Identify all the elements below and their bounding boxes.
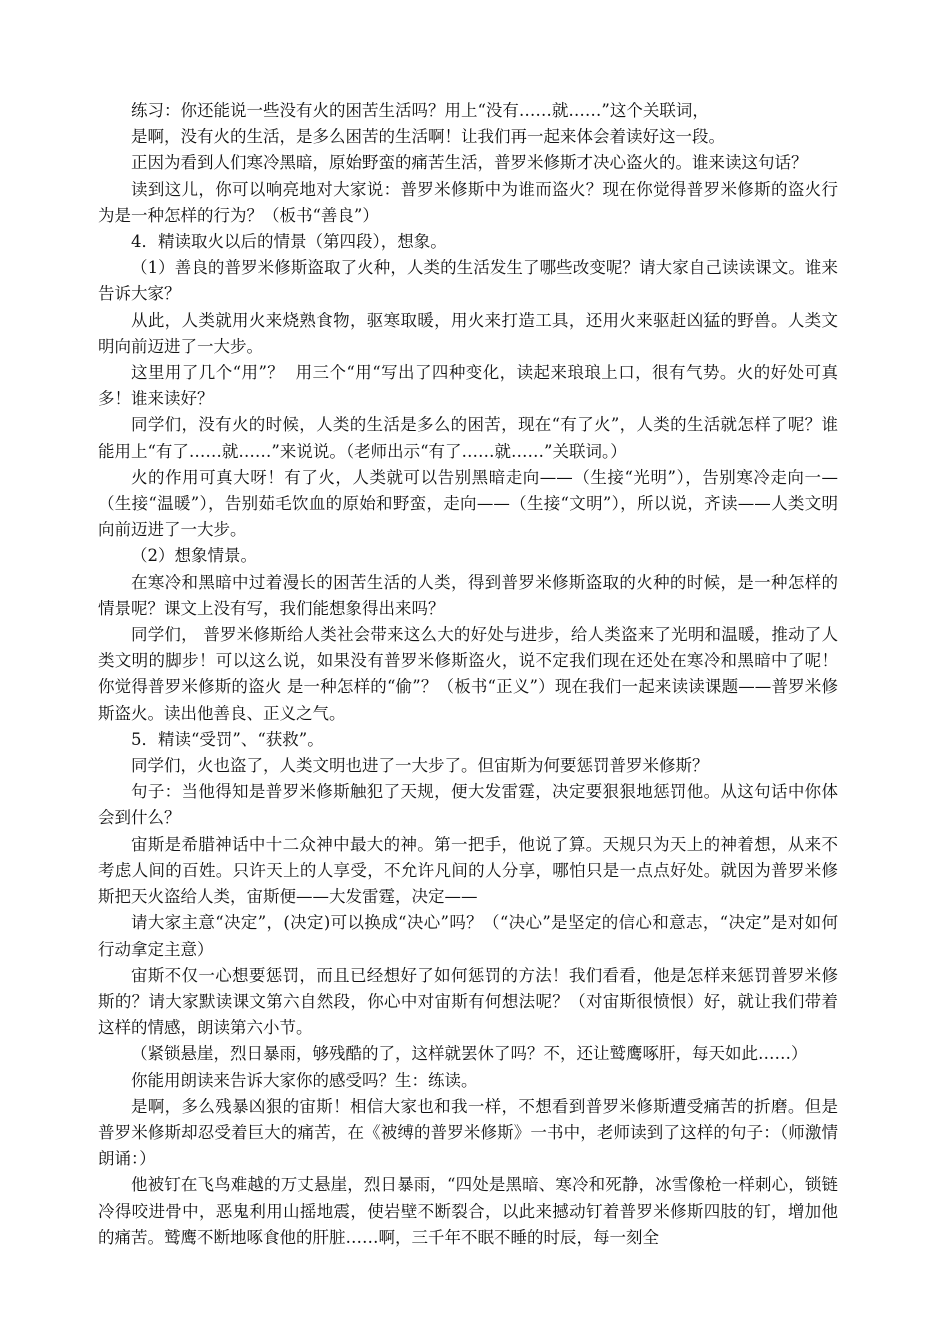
paragraph-3: 正因为看到人们寒冷黑暗，原始野蛮的痛苦生活，普罗米修斯才决心盗火的。谁来读这句话？ [131, 153, 808, 173]
paragraph-8: 这里用了几个“用”？ 用三个“用“写出了四种变化，读起来琅琅上口，很有气势。火的好处可真多！谁来读好？ [98, 363, 838, 409]
paragraph-4: 读到这儿，你可以响亮地对大家说：普罗米修斯中为谁而盗火？现在你觉得普罗米修斯的盗火行为是一种怎样的行为？（板书“善良”） [98, 179, 838, 225]
paragraph-2: 是啊，没有火的生活，是多么困苦的生活啊！让我们再一起来体会着读好这一段。 [131, 127, 725, 147]
paragraph-13: 同学们， 普罗米修斯给人类社会带来这么大的好处与进步，给人类盗来了光明和温暖，推动了人类文明的脚步！可以这么说，如果没有普罗米修斯盗火，说不定我们现在还处在寒冷和黑暗中了呢！你觉得普罗米修斯的盗火 是一种怎样的“偷”？（板书“正义”）现在我们一起来读读课题——普罗米修斯盗火。读出他善良、正义之气。 [98, 625, 838, 723]
paragraph-10: 火的作用可真大呀！有了火，人类就可以告别黑暗走向——（生接“光明”），告别寒冷走向一—（生接“温暖”），告别茹毛饮血的原始和野蛮，走向——（生接“文明”），所以说，齐读——人类文明向前迈进了一大步。 [98, 467, 838, 540]
paragraph-19: 宙斯不仅一心想要惩罚，而且已经想好了如何惩罚的方法！我们看看，他是怎样来惩罚普罗米修斯的？请大家默读课文第六自然段，你心中对宙斯有何想法呢？（对宙斯很愤恨）好，就让我们带着这样的情感，朗读第六小节。 [98, 965, 838, 1038]
section-heading-5: 5．精读“受罚”、“获救”。 [131, 729, 324, 749]
paragraph-12: 在寒冷和黑暗中过着漫长的困苦生活的人类，得到普罗米修斯盗取的火种的时候，是一种怎样的情景呢？课文上没有写，我们能想象得出来吗？ [98, 572, 838, 618]
paragraph-17: 宙斯是希腊神话中十二众神中最大的神。第一把手，他说了算。天规只为天上的神着想，从来不考虑人间的百姓。只许天上的人享受，不允许凡间的人分享，哪怕只是一点点好处。就因为普罗米修斯把天火盗给人类，宙斯便——大发雷霆，决定—— [98, 834, 838, 907]
paragraph-23: 他被钉在飞鸟难越的万丈悬崖，烈日暴雨，“四处是黑暗、寒冷和死静，冰雪像枪一样刺心，锁链冷得咬进骨中，恶鬼利用山摇地震，使岩壁不断裂合，以此来撼动钉着普罗米修斯四肢的钉，增加他的痛苦。鹫鹰不断地啄食他的肝脏……啊，三千年不眠不睡的时辰，每一刻全 [98, 1175, 838, 1247]
paragraph-16: 句子：当他得知是普罗米修斯触犯了天规，便大发雷霆，决定要狠狠地惩罚他。从这句话中你体会到什么？ [98, 782, 838, 828]
paragraph-6: （1）善良的普罗米修斯盗取了火种，人类的生活发生了哪些改变呢？请大家自己读读课文。谁来告诉大家？ [98, 258, 838, 304]
paragraph-22: 是啊，多么残暴凶狠的宙斯！相信大家也和我一样，不想看到普罗米修斯遭受痛苦的折磨。但是普罗米修斯却忍受着巨大的痛苦，在《被缚的普罗米修斯》一书中，老师读到了这样的句子：（师激情朗诵：） [98, 1096, 838, 1169]
paragraph-20: （紧锁悬崖，烈日暴雨，够残酷的了，这样就罢休了吗？不，还让鹫鹰啄肝，每天如此……） [131, 1044, 808, 1064]
document-body [98, 98, 838, 1251]
paragraph-21: 你能用朗读来告诉大家你的感受吗？生：练读。 [131, 1070, 478, 1090]
paragraph-9: 同学们，没有火的时候，人类的生活是多么的困苦，现在“有了火”，人类的生活就怎样了呢？谁能用上“有了……就……”来说说。（老师出示“有了……就……”关联词。） [98, 415, 838, 461]
paragraph-15: 同学们，火也盗了，人类文明也进了一大步了。但宙斯为何要惩罚普罗米修斯？ [131, 756, 709, 776]
paragraph-7: 从此，人类就用火来烧熟食物，驱寒取暖，用火来打造工具，还用火来驱赶凶猛的野兽。人类文明向前迈进了一大步。 [98, 310, 838, 356]
section-heading-4: 4．精读取火以后的情景（第四段），想象。 [131, 232, 447, 252]
paragraph-18: 请大家主意“决定”，(决定)可以换成“决心”吗？（“决心”是坚定的信心和意志，“决定”是对如何行动拿定主意） [98, 913, 838, 959]
subsection-heading-2: （2）想象情景。 [131, 546, 257, 566]
paragraph-1: 练习：你还能说一些没有火的困苦生活吗？用上“没有……就……”这个关联词， [131, 101, 709, 120]
